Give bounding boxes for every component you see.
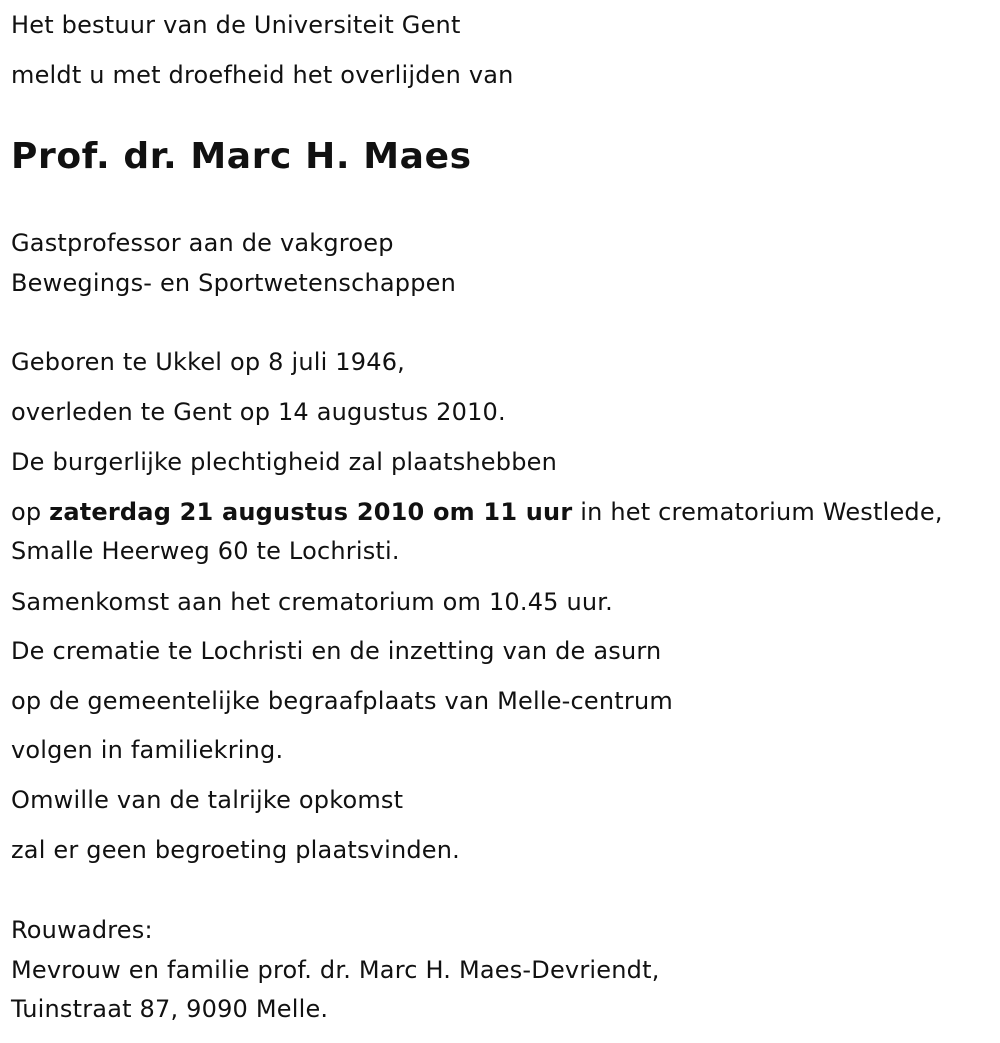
cremation-line-2: op de gemeentelijke begraafplaats van Melle-centrum — [11, 687, 673, 715]
deceased-name: Prof. dr. Marc H. Maes — [11, 136, 472, 177]
ceremony-address-line: Smalle Heerweg 60 te Lochristi. — [11, 537, 400, 565]
gathering-line: Samenkomst aan het crematorium om 10.45 uur. — [11, 588, 613, 616]
mourning-address-street: Tuinstraat 87, 9090 Melle. — [11, 995, 329, 1023]
position-line-2: Bewegings- en Sportwetenschappen — [11, 269, 457, 297]
intro-line-2: meldt u met droefheid het overlijden van — [11, 61, 514, 89]
ceremony-line: De burgerlijke plechtigheid zal plaatshebben — [11, 448, 558, 476]
cremation-line-3: volgen in familiekring. — [11, 736, 284, 764]
note-line-2: zal er geen begroeting plaatsvinden. — [11, 836, 460, 864]
ceremony-datetime: zaterdag 21 augustus 2010 om 11 uur — [49, 498, 573, 526]
ceremony-date-line — [11, 497, 943, 527]
mourning-address-label: Rouwadres: — [11, 916, 153, 944]
birth-line: Geboren te Ukkel op 8 juli 1946, — [11, 348, 405, 376]
ceremony-prefix: op — [11, 498, 42, 526]
mourning-address-recipient: Mevrouw en familie prof. dr. Marc H. Maes-Devriendt, — [11, 956, 660, 984]
note-line-1: Omwille van de talrijke opkomst — [11, 786, 404, 814]
ceremony-location: in het crematorium Westlede, — [580, 498, 943, 526]
position-line-1: Gastprofessor aan de vakgroep — [11, 229, 394, 257]
intro-line-1: Het bestuur van de Universiteit Gent — [11, 11, 461, 39]
cremation-line-1: De crematie te Lochristi en de inzetting van de asurn — [11, 637, 662, 665]
death-line: overleden te Gent op 14 augustus 2010. — [11, 398, 506, 426]
